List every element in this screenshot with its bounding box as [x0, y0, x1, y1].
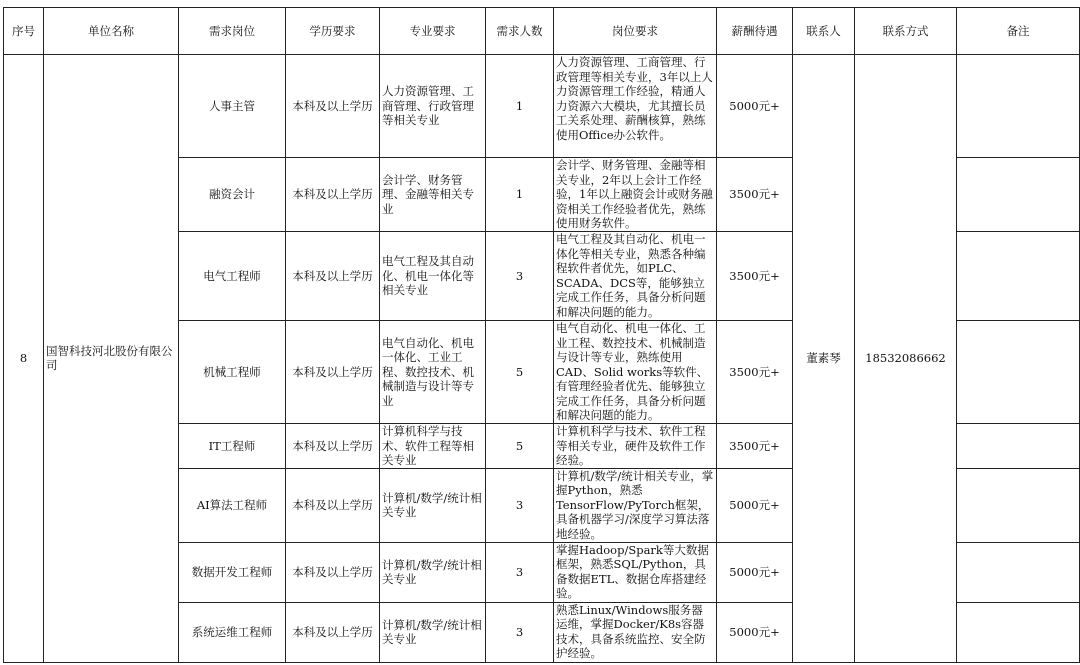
count-cell: 5 — [486, 321, 554, 424]
post-cell: 融资会计 — [179, 158, 286, 232]
header-requirements: 岗位要求 — [554, 8, 717, 55]
remarks-cell — [957, 158, 1080, 232]
major-cell: 计算机/数学/统计相关专业 — [380, 468, 486, 542]
count-cell: 3 — [486, 542, 554, 602]
table-row — [4, 55, 1080, 158]
recruitment-table — [3, 7, 1080, 663]
salary-cell: 5000元+ — [717, 468, 793, 542]
header-row — [4, 8, 1080, 55]
remarks-cell — [957, 468, 1080, 542]
post-cell: 系统运维工程师 — [179, 602, 286, 662]
education-cell: 本科及以上学历 — [286, 232, 380, 321]
header-company: 单位名称 — [44, 8, 179, 55]
header-count: 需求人数 — [486, 8, 554, 55]
major-cell: 电气自动化、机电一体化、工业工程、数控技术、机械制造与设计等专业 — [380, 321, 486, 424]
header-education: 学历要求 — [286, 8, 380, 55]
remarks-cell — [957, 424, 1080, 469]
education-cell: 本科及以上学历 — [286, 424, 380, 469]
contact-person: 董素琴 — [793, 55, 855, 663]
count-cell: 3 — [486, 602, 554, 662]
header-index: 序号 — [4, 8, 44, 55]
post-cell: 数据开发工程师 — [179, 542, 286, 602]
education-cell: 本科及以上学历 — [286, 468, 380, 542]
requirements-cell: 掌握Hadoop/Spark等大数据框架，熟悉SQL/Python，具备数据ETL、数据仓库搭建经验。 — [554, 542, 717, 602]
major-cell: 计算机/数学/统计相关专业 — [380, 602, 486, 662]
post-cell: IT工程师 — [179, 424, 286, 469]
post-cell: 电气工程师 — [179, 232, 286, 321]
header-post: 需求岗位 — [179, 8, 286, 55]
header-contact: 联系人 — [793, 8, 855, 55]
requirements-cell: 会计学、财务管理、金融等相关专业，2年以上会计工作经验，1年以上融资会计或财务融资相关工作经验者优先，熟练使用财务软件。 — [554, 158, 717, 232]
count-cell: 1 — [486, 158, 554, 232]
post-cell: 人事主管 — [179, 55, 286, 158]
requirements-cell: 人力资源管理、工商管理、行政管理等相关专业，3年以上人力资源管理工作经验，精通人力资源六大模块，尤其擅长员工关系处理、薪酬核算，熟练使用Office办公软件。 — [554, 55, 717, 158]
requirements-cell: 电气工程及其自动化、机电一体化等相关专业，熟悉各种编程软件者优先，如PLC、SCADA、DCS等，能够独立完成工作任务，具备分析问题和解决问题的能力。 — [554, 232, 717, 321]
salary-cell: 3500元+ — [717, 321, 793, 424]
count-cell: 5 — [486, 424, 554, 469]
remarks-cell — [957, 55, 1080, 158]
salary-cell: 5000元+ — [717, 55, 793, 158]
major-cell: 计算机科学与技术、软件工程等相关专业 — [380, 424, 486, 469]
major-cell: 会计学、财务管理、金融等相关专业 — [380, 158, 486, 232]
education-cell: 本科及以上学历 — [286, 321, 380, 424]
salary-cell: 3500元+ — [717, 424, 793, 469]
company-index: 8 — [4, 55, 44, 663]
header-salary: 薪酬待遇 — [717, 8, 793, 55]
header-major: 专业要求 — [380, 8, 486, 55]
requirements-cell: 熟悉Linux/Windows服务器运维，掌握Docker/K8s容器技术，具备系统监控、安全防护经验。 — [554, 602, 717, 662]
post-cell: AI算法工程师 — [179, 468, 286, 542]
education-cell: 本科及以上学历 — [286, 542, 380, 602]
remarks-cell — [957, 542, 1080, 602]
requirements-cell: 计算机/数学/统计相关专业，掌握Python，熟悉TensorFlow/PyTorch框架，具备机器学习/深度学习算法落地经验。 — [554, 468, 717, 542]
contact-phone: 18532086662 — [855, 55, 957, 663]
salary-cell: 3500元+ — [717, 232, 793, 321]
remarks-cell — [957, 321, 1080, 424]
education-cell: 本科及以上学历 — [286, 158, 380, 232]
requirements-cell: 电气自动化、机电一体化、工业工程、数控技术、机械制造与设计等专业，熟练使用CAD、Solid works等软件、有管理经验者优先、能够独立完成工作任务，具备分析问题和解决问题的能力。 — [554, 321, 717, 424]
count-cell: 3 — [486, 468, 554, 542]
education-cell: 本科及以上学历 — [286, 602, 380, 662]
major-cell: 电气工程及其自动化、机电一体化等相关专业 — [380, 232, 486, 321]
salary-cell: 5000元+ — [717, 602, 793, 662]
remarks-cell — [957, 232, 1080, 321]
major-cell: 计算机/数学/统计相关专业 — [380, 542, 486, 602]
salary-cell: 3500元+ — [717, 158, 793, 232]
major-cell: 人力资源管理、工商管理、行政管理等相关专业 — [380, 55, 486, 158]
post-cell: 机械工程师 — [179, 321, 286, 424]
company-name: 国智科技河北股份有限公司 — [44, 55, 179, 663]
salary-cell: 5000元+ — [717, 542, 793, 602]
requirements-cell: 计算机科学与技术、软件工程等相关专业，硬件及软件工作经验。 — [554, 424, 717, 469]
count-cell: 1 — [486, 55, 554, 158]
count-cell: 3 — [486, 232, 554, 321]
header-remarks: 备注 — [957, 8, 1080, 55]
education-cell: 本科及以上学历 — [286, 55, 380, 158]
remarks-cell — [957, 602, 1080, 662]
header-phone: 联系方式 — [855, 8, 957, 55]
